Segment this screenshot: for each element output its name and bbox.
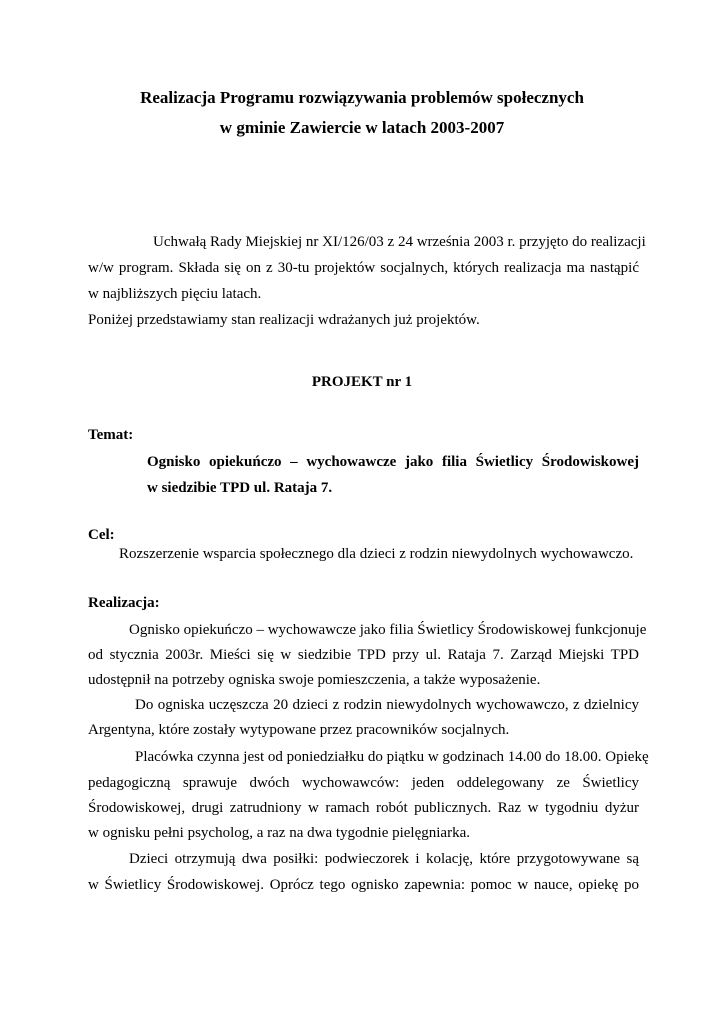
- realizacja-p3-line-1: Placówka czynna jest od poniedziałku do piątku w godzinach 14.00 do 18.00. Opiekę: [135, 749, 649, 765]
- intro-line-1: Uchwałą Rady Miejskiej nr XI/126/03 z 24 września 2003 r. przyjęto do realizacji: [153, 234, 646, 250]
- realizacja-p1-line-1: Ognisko opiekuńczo – wychowawcze jako filia Świetlicy Środowiskowej funkcjonuje: [129, 622, 647, 638]
- intro-line-3: w najbliższych pięciu latach.: [88, 286, 262, 302]
- realizacja-p1-line-2: od stycznia 2003r. Mieści się w siedzibie TPD przy ul. Rataja 7. Zarząd Miejski TPD: [88, 647, 639, 663]
- realizacja-p2-line-2: Argentyna, które zostały wytypowane przez pracowników socjalnych.: [88, 722, 510, 738]
- temat-line-2: w siedzibie TPD ul. Rataja 7.: [147, 480, 333, 496]
- realizacja-p3-line-3: Środowiskowej, drugi zatrudniony w ramach robót publicznych. Raz w tygodniu dyżur: [88, 800, 639, 816]
- cel-label: Cel:: [88, 527, 115, 543]
- realizacja-label: Realizacja:: [88, 595, 160, 611]
- document-title-line-1: Realizacja Programu rozwiązywania problemów społecznych: [140, 88, 584, 107]
- intro-line-2: w/w program. Składa się on z 30-tu projektów socjalnych, których realizacja ma nastąpić: [88, 260, 639, 276]
- intro-line-4: Poniżej przedstawiamy stan realizacji wdrażanych już projektów.: [88, 312, 480, 328]
- realizacja-p4-line-1: Dzieci otrzymują dwa posiłki: podwieczorek i kolację, które przygotowywane są: [129, 851, 639, 867]
- temat-label: Temat:: [88, 427, 134, 443]
- realizacja-p2-line-1: Do ogniska uczęszcza 20 dzieci z rodzin niewydolnych wychowawczo, z dzielnicy: [135, 697, 639, 713]
- document-title-line-2: w gminie Zawiercie w latach 2003-2007: [219, 118, 505, 137]
- realizacja-p4-line-2: w Świetlicy Środowiskowej. Oprócz tego ognisko zapewnia: pomoc w nauce, opiekę po: [88, 877, 639, 893]
- cel-text: Rozszerzenie wsparcia społecznego dla dzieci z rodzin niewydolnych wychowawczo.: [119, 546, 634, 562]
- project-heading: PROJEKT nr 1: [311, 374, 413, 390]
- realizacja-p1-line-3: udostępnił na potrzeby ogniska swoje pomieszczenia, a także wyposażenie.: [88, 672, 541, 688]
- temat-line-1: Ognisko opiekuńczo – wychowawcze jako filia Świetlicy Środowiskowej: [147, 454, 639, 470]
- realizacja-p3-line-4: w ognisku pełni psycholog, a raz na dwa tygodnie pielęgniarka.: [88, 825, 470, 841]
- realizacja-p3-line-2: pedagogiczną sprawuje dwóch wychowawców: jeden oddelegowany ze Świetlicy: [88, 775, 639, 791]
